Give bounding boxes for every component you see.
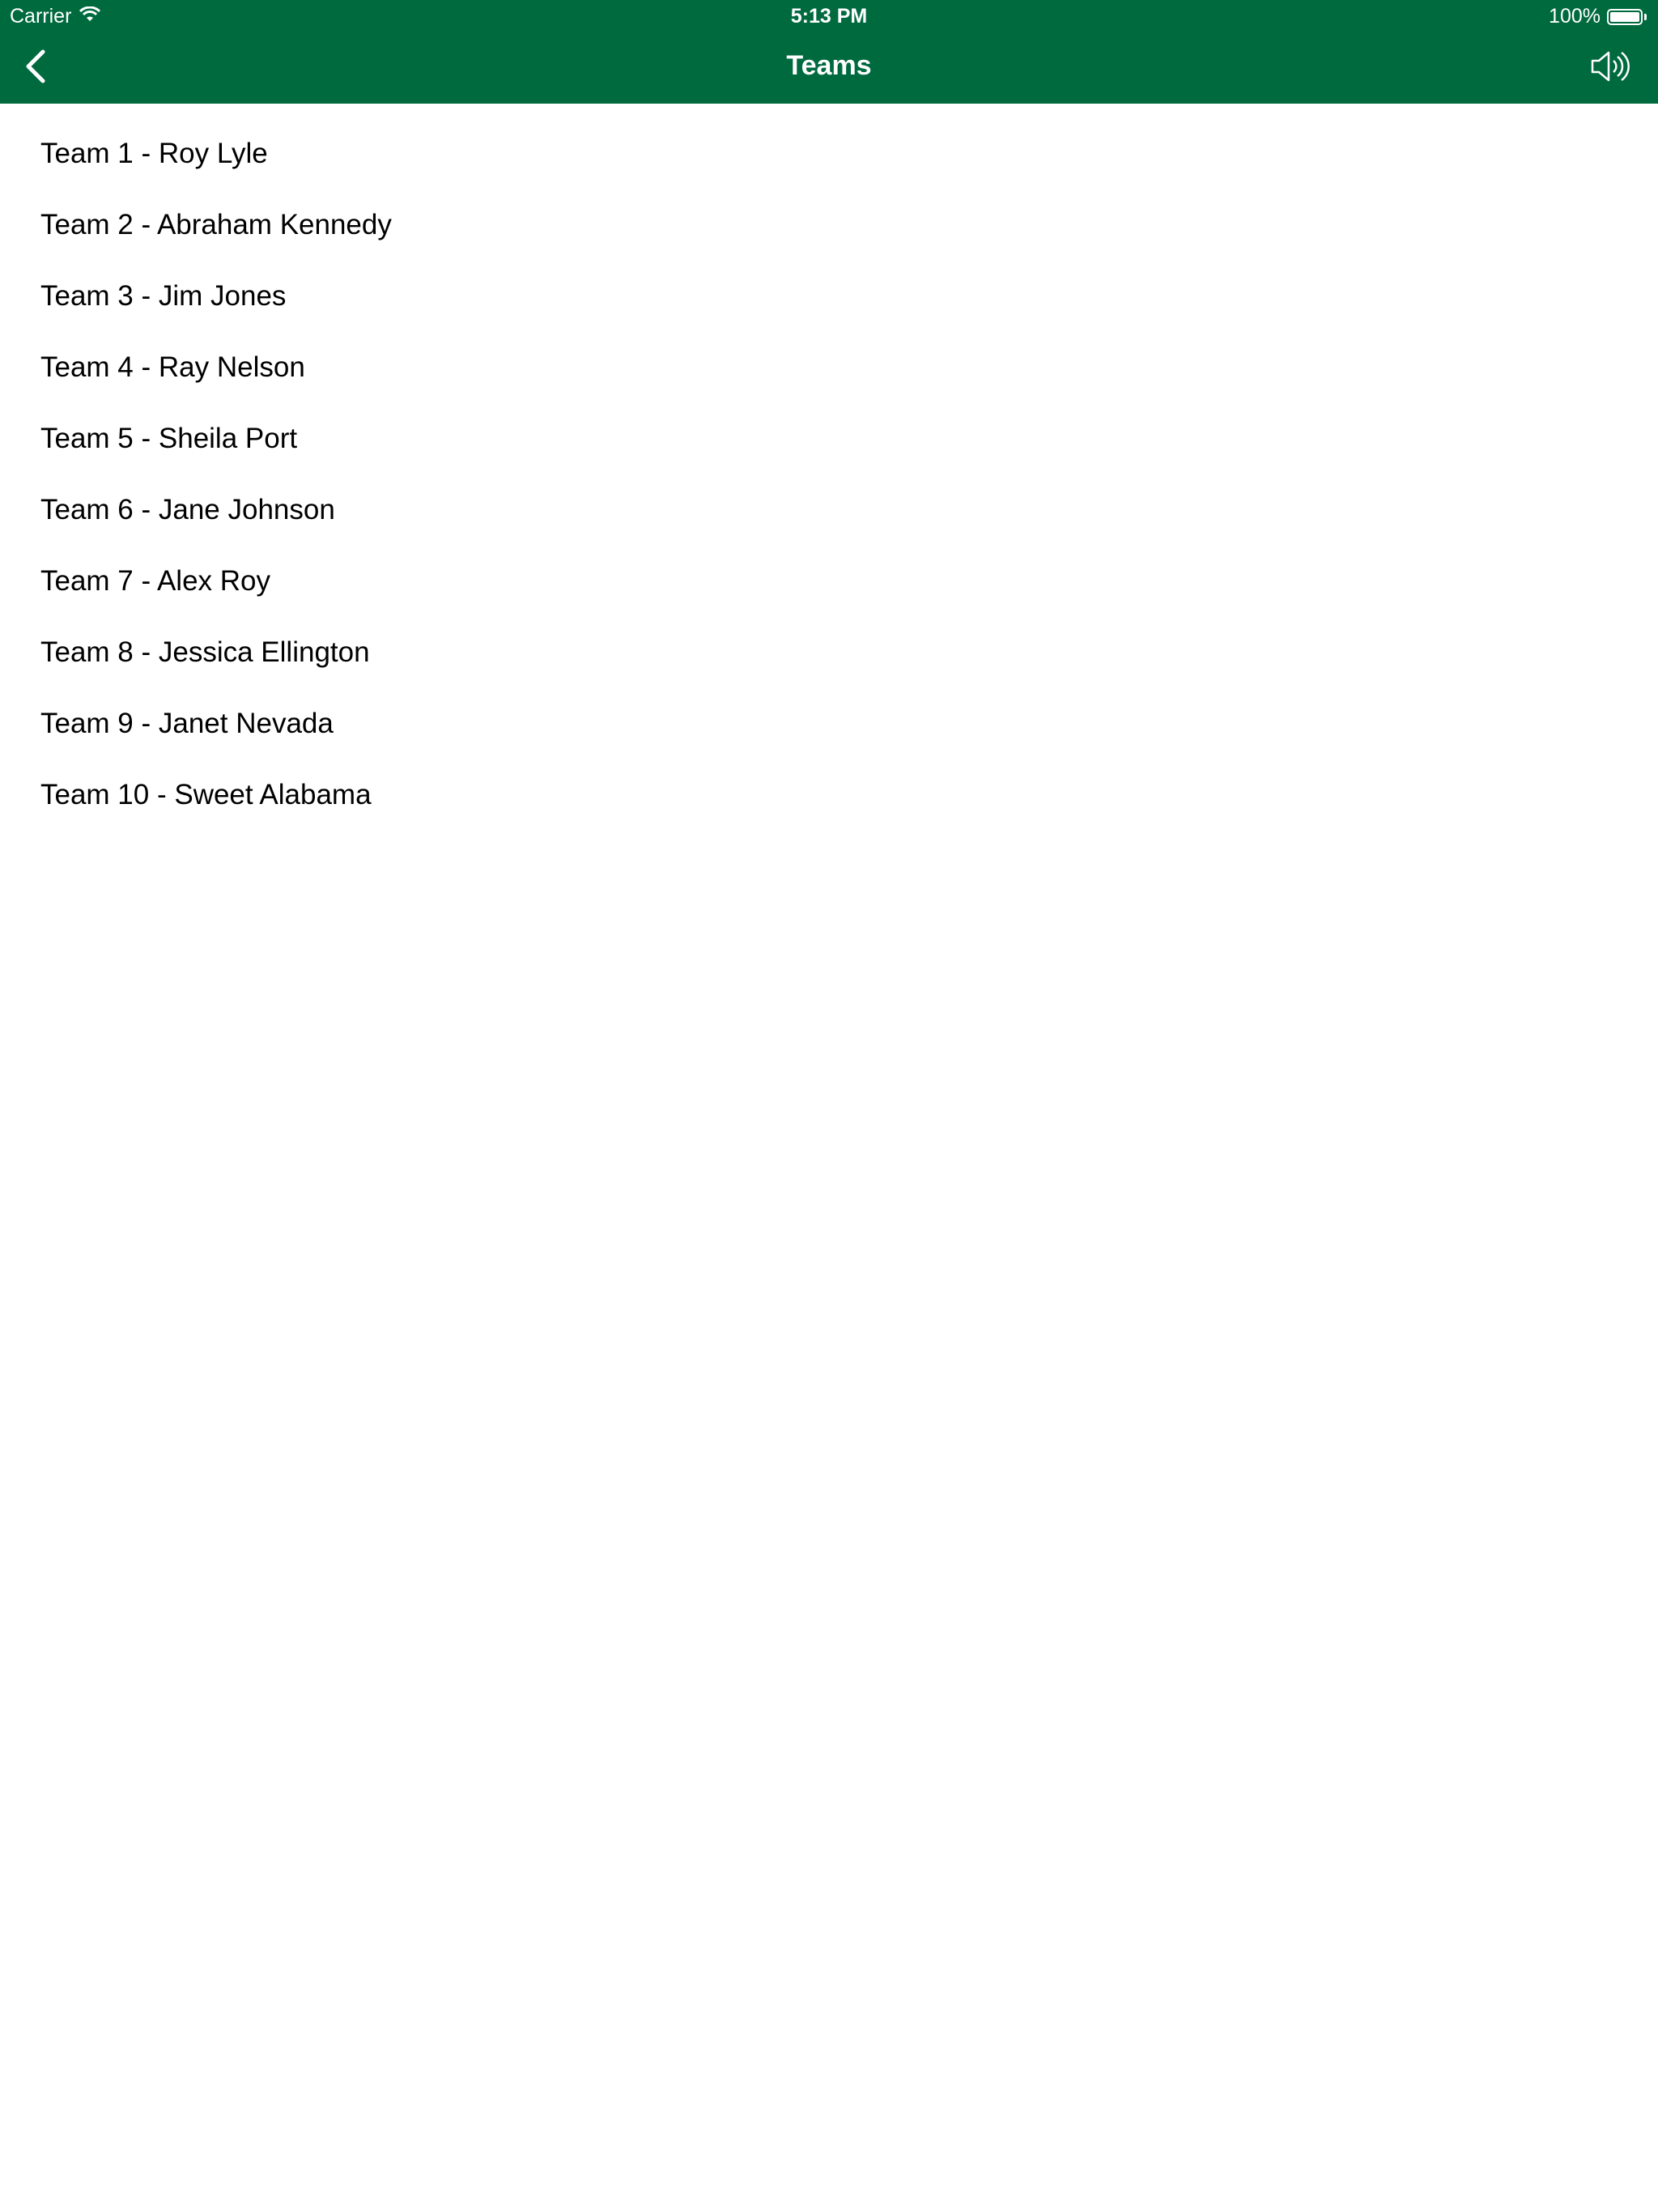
team-list [0,104,1658,831]
team-list-item[interactable]: Team 2 - Abraham Kennedy [40,209,392,240]
battery-info [1549,5,1647,28]
page-title: Teams [786,50,872,81]
battery-fill [1610,12,1639,22]
navigation-bar [0,32,1658,104]
team-list-item[interactable]: Team 3 - Jim Jones [40,280,287,312]
speaker-icon [1589,49,1630,88]
battery-percent: 100% [1549,5,1601,28]
team-list-item[interactable]: Team 8 - Jessica Ellington [40,636,370,668]
status-bar [0,0,1658,32]
sound-button[interactable] [1585,47,1634,89]
battery-tip [1644,14,1647,20]
header-bar [0,0,1658,104]
team-list-item[interactable]: Team 4 - Ray Nelson [40,351,305,383]
team-list-item[interactable]: Team 1 - Roy Lyle [40,138,268,169]
team-list-item[interactable]: Team 6 - Jane Johnson [40,494,335,525]
team-list-item[interactable]: Team 10 - Sweet Alabama [40,779,372,810]
team-list-item[interactable]: Team 5 - Sheila Port [40,423,298,454]
team-list-item[interactable]: Team 7 - Alex Roy [40,565,270,597]
status-time: 5:13 PM [790,5,868,28]
team-list-item[interactable]: Team 9 - Janet Nevada [40,708,334,739]
battery-icon [1607,9,1643,25]
carrier-label: Carrier [10,5,72,28]
